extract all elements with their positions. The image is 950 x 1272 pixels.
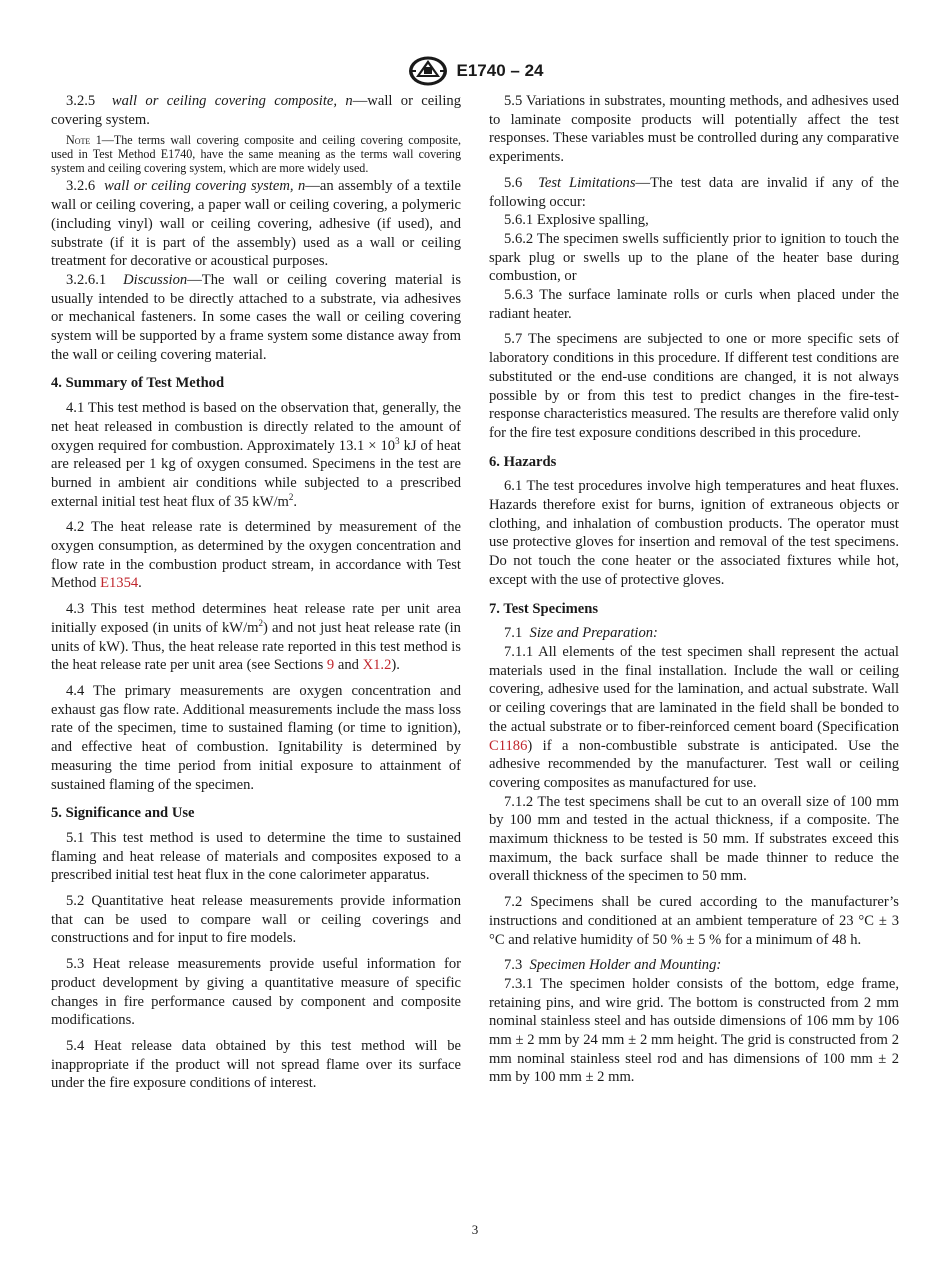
section-4-heading: 4. Summary of Test Method <box>51 375 225 392</box>
section-5-heading: 5. Significance and Use <box>51 805 195 822</box>
link-e1354[interactable]: E1354 <box>100 575 139 592</box>
para-3-2-5: 3.2.5 wall or ceiling covering composite, n—wall or ceiling covering system. <box>51 93 462 128</box>
para-4-2: 4.2 The heat release rate is determined by measurement of the oxygen consumption, as determined by the oxygen concentration and flow rate in the combustion product stream, in accordance with Test Method E1354. <box>51 519 461 592</box>
para-5-6-2: 5.6.2 The specimen swells sufficiently prior to ignition to touch the spark plug or swells up to the plane of the heater base during combustion, or <box>489 230 899 285</box>
para-5-7: 5.7 The specimens are subjected to one or more specific sets of laboratory conditions in this procedure. If different test conditions are substituted or the end-use conditions are changed, it is not always possible by or from this test to predict changes in the fire-test-response characteristics measured. The results are therefore valid only for the fire test exposure conditions described in this procedure. <box>489 331 899 441</box>
para-7-3-1: 7.3.1 The specimen holder consists of the bottom, edge frame, retaining pins, and wire grid. The bottom is constructed from 2 mm nominal stainless steel and has outside dimensions of 106 mm by 106 mm ± 2 mm by 24 mm ± 2 mm height. The grid is constructed from 2 mm nominal stainless steel rod and has dimensions of 100 mm ± 2 mm by 100 mm ± 2 mm. <box>489 975 899 1086</box>
right-column <box>489 92 899 1087</box>
para-5-6: 5.6 Test Limitations—The test data are invalid if any of the following occur: <box>489 174 899 210</box>
para-7-3: 7.3 Specimen Holder and Mounting: <box>504 957 722 974</box>
link-c1186[interactable]: C1186 <box>489 737 528 754</box>
section-7-heading: 7. Test Specimens <box>489 600 599 617</box>
para-5-4: 5.4 Heat release data obtained by this test method will be inappropriate if the product will not spread flame over its surface under the fire exposure conditions of interest. <box>51 1037 461 1092</box>
para-7-1-1: 7.1.1 All elements of the test specimen shall represent the actual materials used in the final installation. Include the wall or ceiling covering, adhesive used for the lamination, and actual substrate. Wall or ceiling coverings that are laminated in the field shall be bonded to the actual substrate or to fiber-reinforced cement board (Specification C1186) if a non-combustible substrate is anticipated. Use the adhesive recommended by the manufacturer. Test wall or ceiling covering composites as manufactured for use. <box>489 643 899 791</box>
para-3-2-6: 3.2.6 wall or ceiling covering system, n—an assembly of a textile wall or ceiling covering, a paper wall or ceiling covering, a polymeric (including vinyl) wall or ceiling covering, adhesive (if used), and substrate (if it is part of the assembly) used as a wall or ceiling treatment for decorative or acoustical purposes. <box>51 178 462 270</box>
para-3-2-6-1: 3.2.6.1 Discussion—The wall or ceiling covering material is usually intended to be directly attached to a substrate, via adhesives or mechanical fasteners. In some cases the wall or ceiling covering system will be supported by a frame system some distance away from the wall or ceiling covering material. <box>51 271 461 363</box>
astm-logo-icon <box>407 55 449 87</box>
link-x1-2[interactable]: X1.2 <box>362 657 392 674</box>
left-column <box>51 92 461 1093</box>
note-1: Note 1—The terms wall covering composite and ceiling covering composite, used in Test Method E1740, have the same meaning as the terms wall covering system and ceiling covering system, which are more widely used. <box>51 133 461 176</box>
para-7-1-2: 7.1.2 The test specimens shall be cut to an overall size of 100 mm by 100 mm and tested in the actual thickness, if a composite. The maximum thickness to be tested is 50 mm. If substrates exceed this maximum, the back surface shall be made thinner to reduce the overall thickness of the specimen to 50 mm. <box>489 793 899 885</box>
para-4-4: 4.4 The primary measurements are oxygen concentration and exhaust gas flow rate. Additional measurements include the mass loss rate of the specimen, time to sustained flaming (or time to ignition), and effective heat of combustion. Ignitability is determined by measuring the time period from initial exposure to attainment of sustained flaming of the specimen. <box>51 682 461 793</box>
para-5-3: 5.3 Heat release measurements provide useful information for product development by giving a quantitative measure of specific changes in fire performance caused by component and composite modifications. <box>51 956 461 1029</box>
para-6-1: 6.1 The test procedures involve high temperatures and heat fluxes. Hazards therefore exist for burns, ignition of extraneous objects or clothing, and inhalation of combustion products. The operator must use protective gloves for insertion and removal of the test specimens. Do not touch the cone heater or the associated fixtures while hot, except with the use of protective gloves. <box>489 478 899 588</box>
para-5-2: 5.2 Quantitative heat release measurements provide information that can be used to compare wall or ceiling coverings and constructions and for input to fire models. <box>51 893 461 947</box>
document-id: E1740 – 24 <box>456 61 544 80</box>
para-7-2: 7.2 Specimens shall be cured according to the manufacturer’s instructions and conditioned at an ambient temperature of 23 °C ± 3 °C and relative humidity of 50 % ± 5 % for a minimum of 48 h. <box>489 894 899 948</box>
page-header <box>0 55 950 87</box>
section-6-heading: 6. Hazards <box>489 453 557 470</box>
para-5-5: 5.5 Variations in substrates, mounting methods, and adhesives used to laminate composite products will potentially affect the test responses. These variables must be controlled during any comparative experiments. <box>489 93 899 166</box>
para-4-1: 4.1 This test method is based on the observation that, generally, the net heat released in combustion is directly related to the amount of oxygen required for combustion. Approximately $13.1 \times 10^3$ kJ of heat are released per 1 kg of oxygen consumed. Specimens in the test are burned in ambient air conditions while subjected to a prescribed external initial test heat flux of 35 $kW/m^2$. <box>51 400 461 510</box>
para-5-1: 5.1 This test method is used to determine the time to sustained flaming and heat release of materials and composites exposed to a prescribed initial test heat flux in the cone calorimeter apparatus. <box>51 829 461 884</box>
para-4-3: 4.3 This test method determines heat release rate per unit area initially exposed (in units of $kW/m^2$) and not just heat release rate (in units of kW). Thus, the heat release rate reported in this test method is the heat release rate per unit area (see Sections 9 and X1.2). <box>51 601 461 674</box>
link-section-9[interactable]: 9 <box>326 657 335 674</box>
page-number: 3 <box>471 1222 479 1237</box>
para-5-6-1: 5.6.1 Explosive spalling, <box>504 212 649 229</box>
para-7-1: 7.1 Size and Preparation: <box>504 625 658 642</box>
para-5-6-3: 5.6.3 The surface laminate rolls or curls when placed under the radiant heater. <box>489 287 899 322</box>
